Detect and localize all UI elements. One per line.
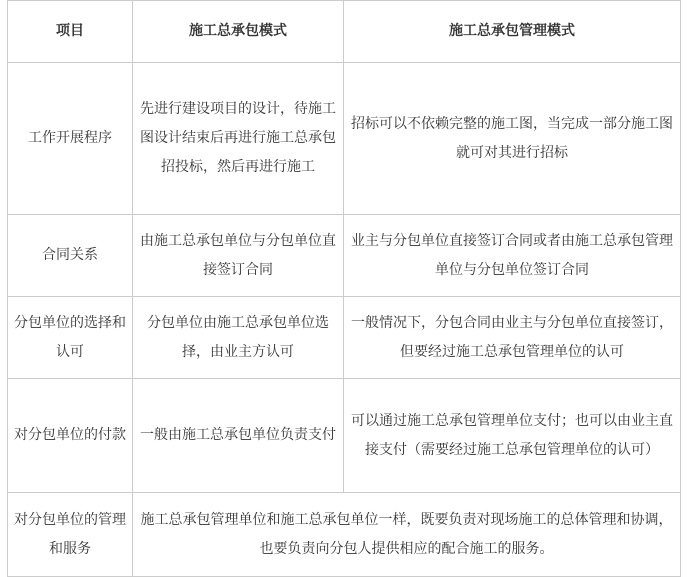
table-row xyxy=(8,63,681,215)
row-item-cell: 对分包单位的管理和服务 xyxy=(8,493,133,577)
table-header-row xyxy=(8,1,681,63)
gc-mode-cell: 分包单位由施工总承包单位选择，由业主方认可 xyxy=(133,297,344,379)
gcm-mode-cell: 业主与分包单位直接签订合同或者由施工总承包管理单位与分包单位签订合同 xyxy=(344,215,681,297)
gcm-mode-cell: 一般情况下，分包合同由业主与分包单位直接签订，但要经过施工总承包管理单位的认可 xyxy=(344,297,681,379)
header-gc-mode: 施工总承包模式 xyxy=(133,1,344,63)
row-item-cell: 分包单位的选择和认可 xyxy=(8,297,133,379)
row-item-cell: 工作开展程序 xyxy=(8,63,133,215)
row-item-cell: 对分包单位的付款 xyxy=(8,379,133,493)
gc-mode-cell: 先进行建设项目的设计，待施工图设计结束后再进行施工总承包招投标，然后再进行施工 xyxy=(133,63,344,215)
table-row xyxy=(8,215,681,297)
header-gcm-mode: 施工总承包管理模式 xyxy=(344,1,681,63)
gcm-mode-cell: 可以通过施工总承包管理单位支付；也可以由业主直接支付（需要经过施工总承包管理单位的认可） xyxy=(344,379,681,493)
row-item-cell: 合同关系 xyxy=(8,215,133,297)
header-item: 项目 xyxy=(8,1,133,63)
gc-mode-cell: 一般由施工总承包单位负责支付 xyxy=(133,379,344,493)
gcm-mode-cell: 招标可以不依赖完整的施工图，当完成一部分施工图就可对其进行招标 xyxy=(344,63,681,215)
table-row xyxy=(8,379,681,493)
table-row xyxy=(8,493,681,577)
gc-mode-cell: 由施工总承包单位与分包单位直接签订合同 xyxy=(133,215,344,297)
table-row xyxy=(8,297,681,379)
comparison-table xyxy=(7,0,681,577)
merged-cell: 施工总承包管理单位和施工总承包单位一样，既要负责对现场施工的总体管理和协调，也要负责向分包人提供相应的配合施工的服务。 xyxy=(133,493,681,577)
